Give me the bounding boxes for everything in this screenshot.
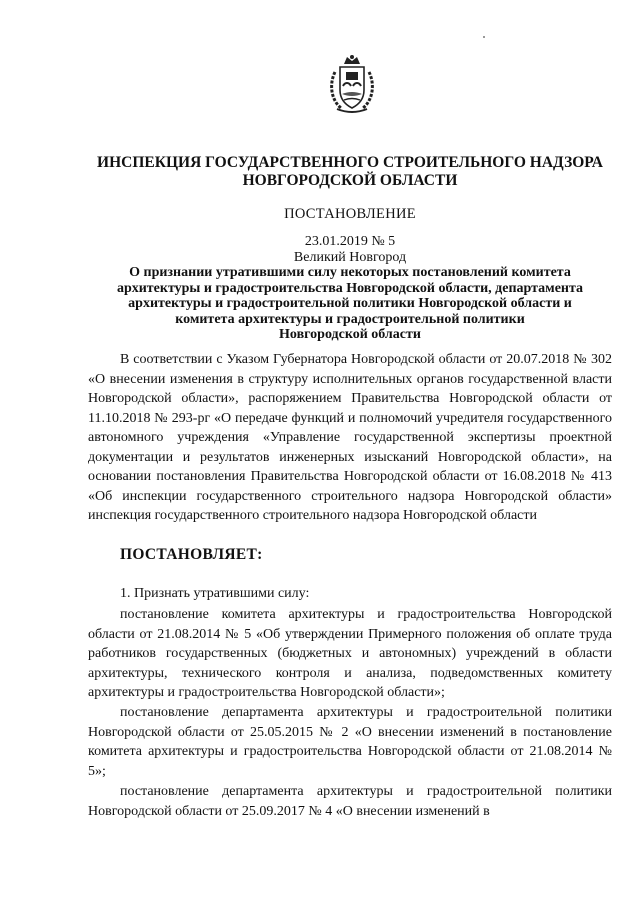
repealed-item-2: постановление департамента архитектуры и градостроительной политики Новгородской области от 25.05.2015 № 2 «О внесении изменений в постановление комитета архитектуры и градостроительства Новгородской области от 21.08.2014 № 5»;: [88, 705, 612, 779]
decree-heading: ПОСТАНОВЛЯЕТ:: [120, 546, 263, 563]
title-line-5: Новгородской области: [279, 327, 421, 342]
date-and-place: [90, 234, 610, 266]
title-line-4: комитета архитектуры и градостроительной политики: [175, 311, 525, 327]
repealed-item-3: постановление департамента архитектуры и градостроительной политики Новгородской области от 25.09.2017 № 4 «О внесении изменений в: [88, 784, 612, 819]
item-1: 1. Признать утратившими силу:: [120, 586, 310, 601]
city: Великий Новгород: [293, 250, 407, 265]
org-line-1: ИНСПЕКЦИЯ ГОСУДАРСТВЕННОГО СТРОИТЕЛЬНОГО НАДЗОРА: [97, 154, 603, 171]
preamble-paragraph: В соответствии с Указом Губернатора Новгородской области от 20.07.2018 № 302 «О внесении изменения в структуру исполнительных органов государственной власти Новгородской области», распоряжением Правительства Новгородской области от 11.10.2018 № 293-рг «О передаче функций и полномочий учредителя государственного автономного учреждения «Управление государственной экспертизы проектной документации и результатов инженерных изысканий Новгородской области», на основании постановления Правительства Новгородской области от 16.08.2018 № 413 «Об инспекции государственного строительного надзора Новгородской области» инспекция государственного строительного надзора Новгородской области: [88, 352, 612, 523]
coat-of-arms-emblem-icon: [327, 54, 377, 116]
scan-speck: [483, 36, 485, 38]
document-title: [90, 265, 610, 343]
organization-name: [90, 154, 610, 190]
repealed-item-1: постановление комитета архитектуры и градостроительства Новгородской области от 21.08.2014 № 5 «Об утверждении Примерного положения об оплате труда работников государственных (бюджетных и автономных) учреждений в области архитектуры, технического контроля и анализа, подведомственных комитету архитектуры и градостроительства Новгородской области»;: [88, 607, 612, 700]
title-line-2: архитектуры и градостроительства Новгородской области, департамента: [116, 280, 584, 296]
document-type: ПОСТАНОВЛЕНИЕ: [284, 206, 416, 222]
title-line-1: О признании утратившими силу некоторых постановлений комитета: [129, 265, 571, 280]
date-number: 23.01.2019 № 5: [304, 234, 396, 249]
org-line-2: НОВГОРОДСКОЙ ОБЛАСТИ: [242, 172, 458, 189]
title-line-3: архитектуры и градостроительной политики Новгородской области и: [128, 296, 572, 311]
